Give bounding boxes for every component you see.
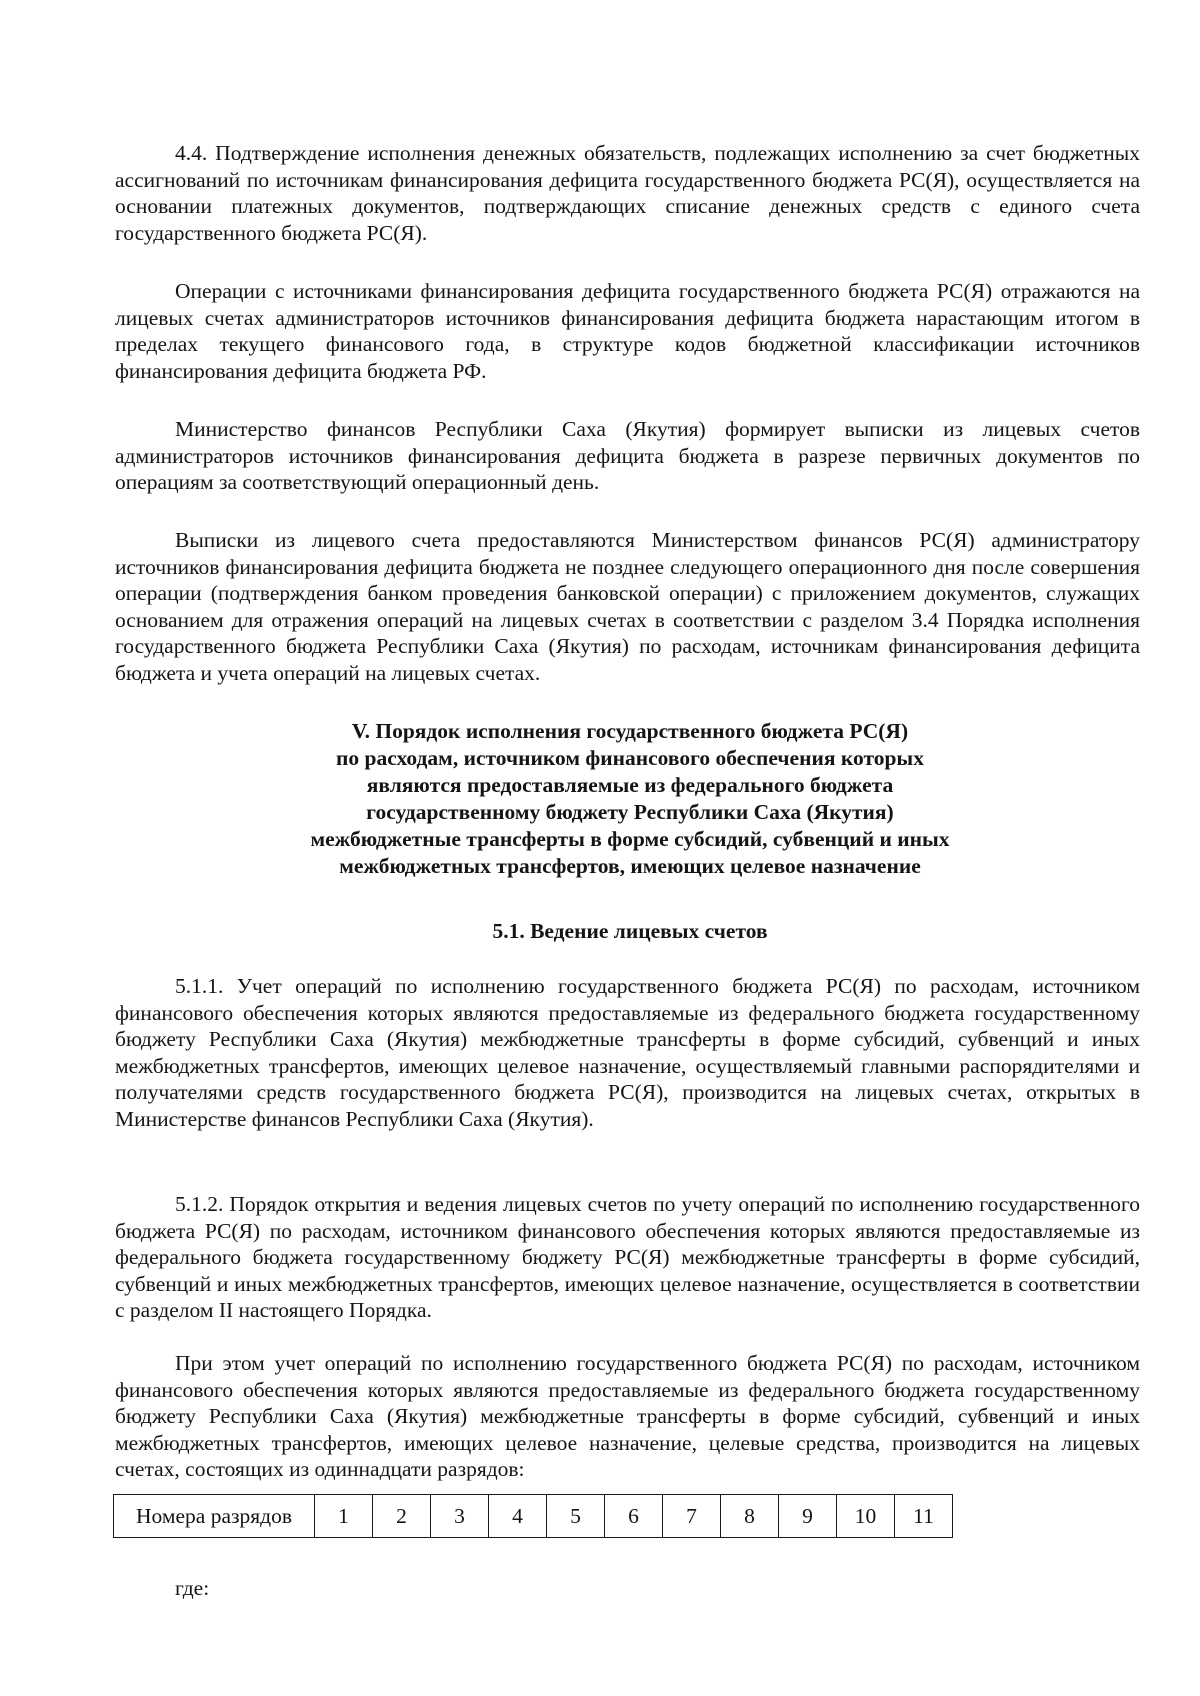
table-row xyxy=(114,1495,953,1538)
digit-cell: 10 xyxy=(837,1495,895,1538)
paragraph-4-4: 4.4. Подтверждение исполнения денежных обязательств, подлежащих исполнению за счет бюджетных ассигнований по источникам финансирования дефицита государственного бюджета РС(Я), осуществляется на основании платежных документов, подтверждающих списание денежных средств с единого счета государственного бюджета РС(Я). xyxy=(115,141,1140,245)
digit-cell: 4 xyxy=(489,1495,547,1538)
section-heading-line: межбюджетных трансфертов, имеющих целевое назначение xyxy=(339,854,921,878)
digit-cell: 7 xyxy=(663,1495,721,1538)
subsection-heading: 5.1. Ведение лицевых счетов xyxy=(492,919,768,943)
account-digits-table xyxy=(113,1494,953,1538)
paragraph-5-1-1: 5.1.1. Учет операций по исполнению государственного бюджета РС(Я) по расходам, источником финансового обеспечения которых являются предоставляемые из федерального бюджета государственному бюджету Республики Саха (Якутия) межбюджетные трансферты в форме субсидий, субвенций и иных межбюджетных трансфертов, имеющих целевое назначение, осуществляемый главными распорядителями и получателями средств государственного бюджета РС(Я), производится на лицевых счетах, открытых в Министерстве финансов Республики Саха (Якутия). xyxy=(115,974,1140,1131)
section-heading xyxy=(130,718,1130,880)
where-label: где: xyxy=(175,1576,210,1600)
section-heading-line: V. Порядок исполнения государственного бюджета РС(Я) xyxy=(351,719,909,743)
digit-cell: 9 xyxy=(779,1495,837,1538)
section-heading-line: государственному бюджету Республики Саха (Якутия) xyxy=(366,800,894,824)
paragraph-statements-provision: Выписки из лицевого счета предоставляются Министерством финансов РС(Я) администратору источников финансирования дефицита бюджета не позднее следующего операционного дня после совершения операции (подтверждения банком проведения банковской операции) с приложением документов, служащих основанием для отражения операций на лицевых счетах в соответствии с разделом 3.4 Порядка исполнения государственного бюджета Республики Саха (Якутия) по расходам, источникам финансирования дефицита бюджета и учета операций на лицевых счетах. xyxy=(115,528,1140,685)
paragraph-5-1-2: 5.1.2. Порядок открытия и ведения лицевых счетов по учету операций по исполнению государственного бюджета РС(Я) по расходам, источником финансового обеспечения которых являются предоставляемые из федерального бюджета государственному бюджету РС(Я) межбюджетные трансферты в форме субсидий, субвенций и иных межбюджетных трансфертов, имеющих целевое назначение, осуществляется в соответствии с разделом II настоящего Порядка. xyxy=(115,1192,1140,1322)
section-heading-line: являются предоставляемые из федерального бюджета xyxy=(366,773,894,797)
digit-cell: 2 xyxy=(373,1495,431,1538)
paragraph-ministry-statements: Министерство финансов Республики Саха (Якутия) формирует выписки из лицевых счетов администраторов источников финансирования дефицита бюджета в разрезе первичных документов по операциям за соответствующий операционный день. xyxy=(115,417,1140,494)
section-heading-line: межбюджетные трансферты в форме субсидий, субвенций и иных xyxy=(310,827,950,851)
digit-cell: 5 xyxy=(547,1495,605,1538)
digit-cell: 1 xyxy=(315,1495,373,1538)
table-header-cell: Номера разрядов xyxy=(114,1495,315,1538)
section-heading-line: по расходам, источником финансового обеспечения которых xyxy=(336,746,924,770)
paragraph-operations: Операции с источниками финансирования дефицита государственного бюджета РС(Я) отражаются на лицевых счетах администраторов источников финансирования дефицита бюджета нарастающим итогом в пределах текущего финансового года, в структуре кодов бюджетной классификации источников финансирования дефицита бюджета РФ. xyxy=(115,279,1140,383)
digit-cell: 3 xyxy=(431,1495,489,1538)
digit-cell: 6 xyxy=(605,1495,663,1538)
paragraph-accounting-digits: При этом учет операций по исполнению государственного бюджета РС(Я) по расходам, источником финансового обеспечения которых являются предоставляемые из федерального бюджета государственному бюджету Республики Саха (Якутия) межбюджетные трансферты в форме субсидий, субвенций и иных межбюджетных трансфертов, имеющих целевое назначение, целевые средства, производится на лицевых счетах, состоящих из одиннадцати разрядов: xyxy=(115,1351,1140,1481)
digit-cell: 11 xyxy=(895,1495,953,1538)
digit-cell: 8 xyxy=(721,1495,779,1538)
